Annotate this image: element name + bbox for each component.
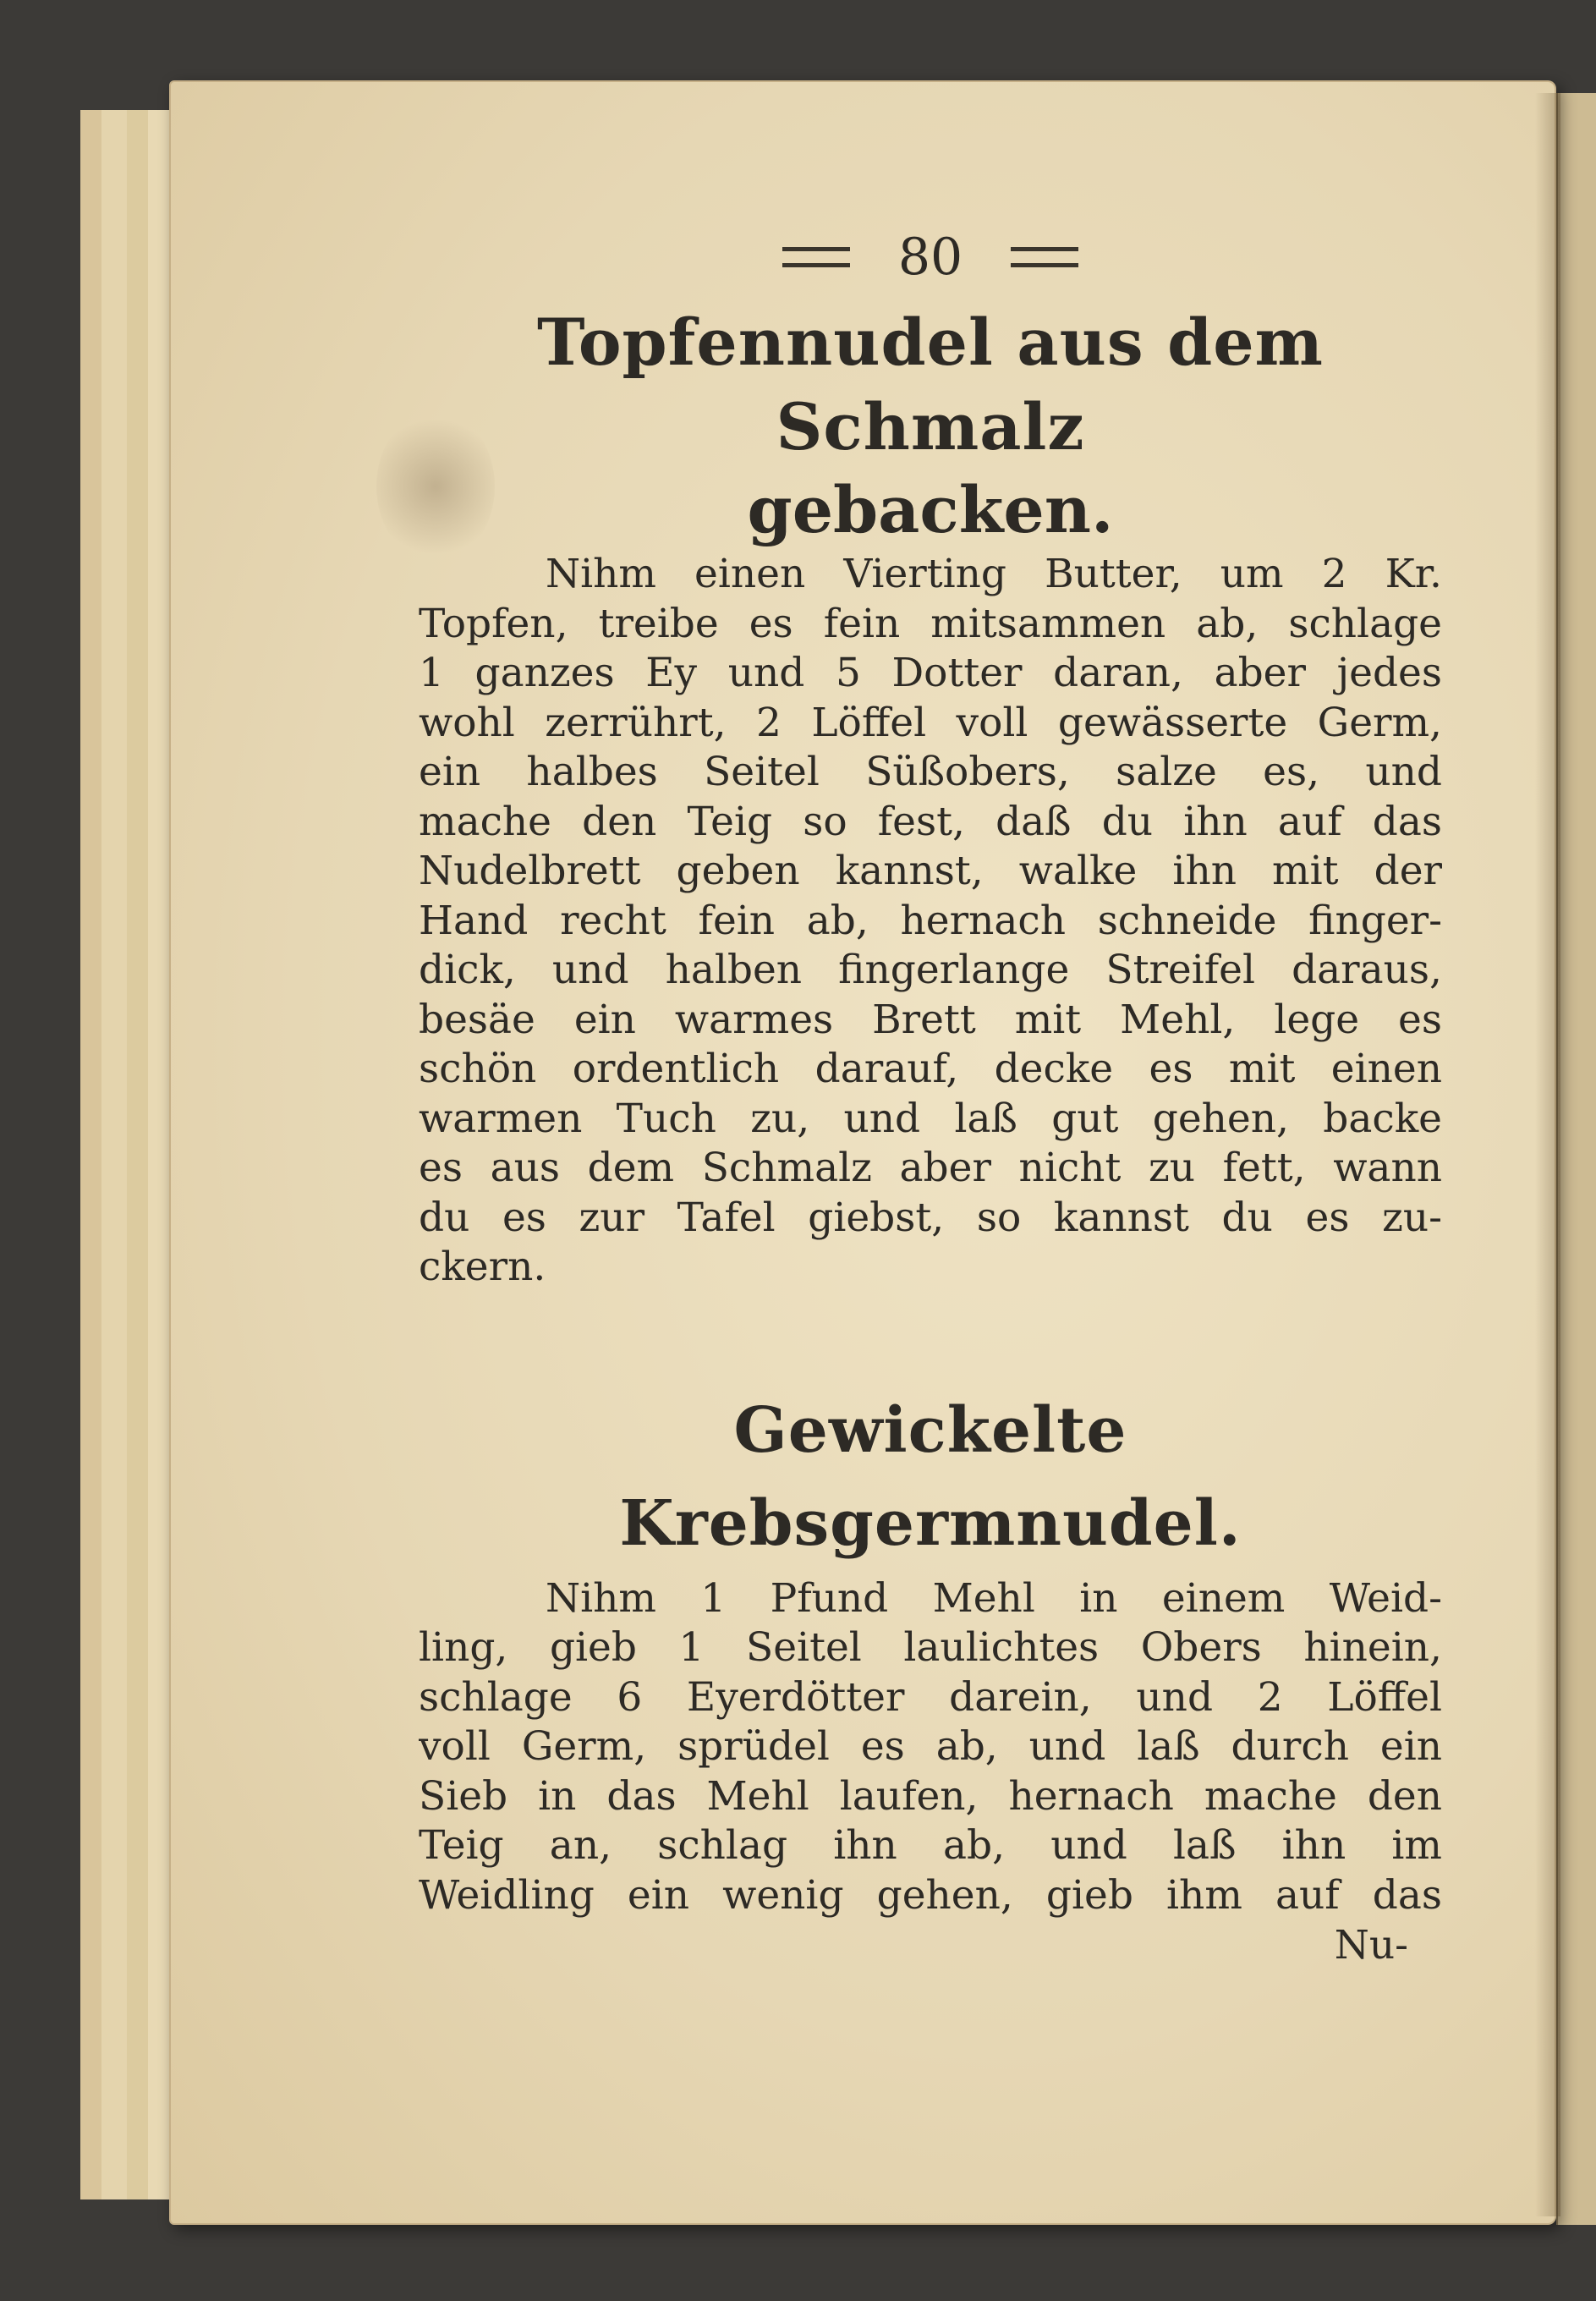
catchword: Nu- [1334, 1922, 1408, 1969]
text-line: Weidling ein wenig gehen, gieb ihm auf das [419, 1871, 1442, 1919]
recipe-body [419, 550, 1442, 1293]
recipe-title-continued: gebacken. [747, 472, 1114, 547]
text-line: Nihm einen Vierting Butter, um 2 Kr. [546, 551, 1442, 597]
text-line: du es zur Tafel giebst, so kannst du es zu- [419, 1194, 1442, 1241]
text-line: warmen Tuch zu, und laß gut gehen, backe [419, 1095, 1442, 1142]
text-line: es aus dem Schmalz aber nicht zu fett, wann [419, 1145, 1442, 1191]
text-line: Hand recht fein ab, hernach schneide finger- [419, 897, 1442, 944]
spine-shadow [1535, 93, 1560, 2216]
text-line: Nudelbrett geben kannst, walke ihn mit der [419, 848, 1442, 894]
text-line: mache den Teig so fest, daß du ihn auf das [419, 798, 1442, 845]
text-line: Topfen, treibe es fein mitsammen ab, schlage [419, 600, 1442, 647]
header-ornament-left [782, 247, 850, 267]
text-line: schön ordentlich darauf, decke es mit einen [419, 1046, 1442, 1092]
text-line: dick, und halben fingerlange Streifel daraus, [419, 947, 1442, 993]
recipe-title: Topfennudel aus dem Schmalz [537, 305, 1324, 464]
text-line: besäe ein warmes Brett mit Mehl, lege es [419, 996, 1442, 1043]
text-line: Teig an, schlag ihn ab, und laß ihn im [419, 1822, 1442, 1869]
text-line: schlage 6 Eyerdötter darein, und 2 Löffel [419, 1673, 1442, 1721]
text-line: ein halbes Seitel Süßobers, salze es, und [419, 749, 1442, 795]
page-text [419, 216, 1442, 1971]
text-line: ckern. [419, 1244, 546, 1290]
header-ornament-right [1011, 247, 1078, 267]
text-line: ling, gieb 1 Seitel laulichtes Obers hinein, [419, 1624, 1442, 1671]
facing-page-edge [1556, 93, 1596, 2225]
text-line: voll Germ, sprüdel es ab, und laß durch ein [419, 1723, 1442, 1770]
text-line: 1 ganzes Ey und 5 Dotter daran, aber jedes [419, 650, 1442, 696]
text-line: wohl zerrührt, 2 Löffel voll gewässerte Germ, [419, 699, 1442, 746]
recipe-body [419, 1574, 1442, 1921]
text-line: Sieb in das Mehl laufen, hernach mache den [419, 1772, 1442, 1820]
page-header [419, 216, 1442, 300]
text-line: Nihm 1 Pfund Mehl in einem Weid- [546, 1574, 1442, 1622]
page-number: 80 [897, 228, 963, 288]
recipe-title: Gewickelte Krebsgermnudel. [619, 1393, 1242, 1560]
